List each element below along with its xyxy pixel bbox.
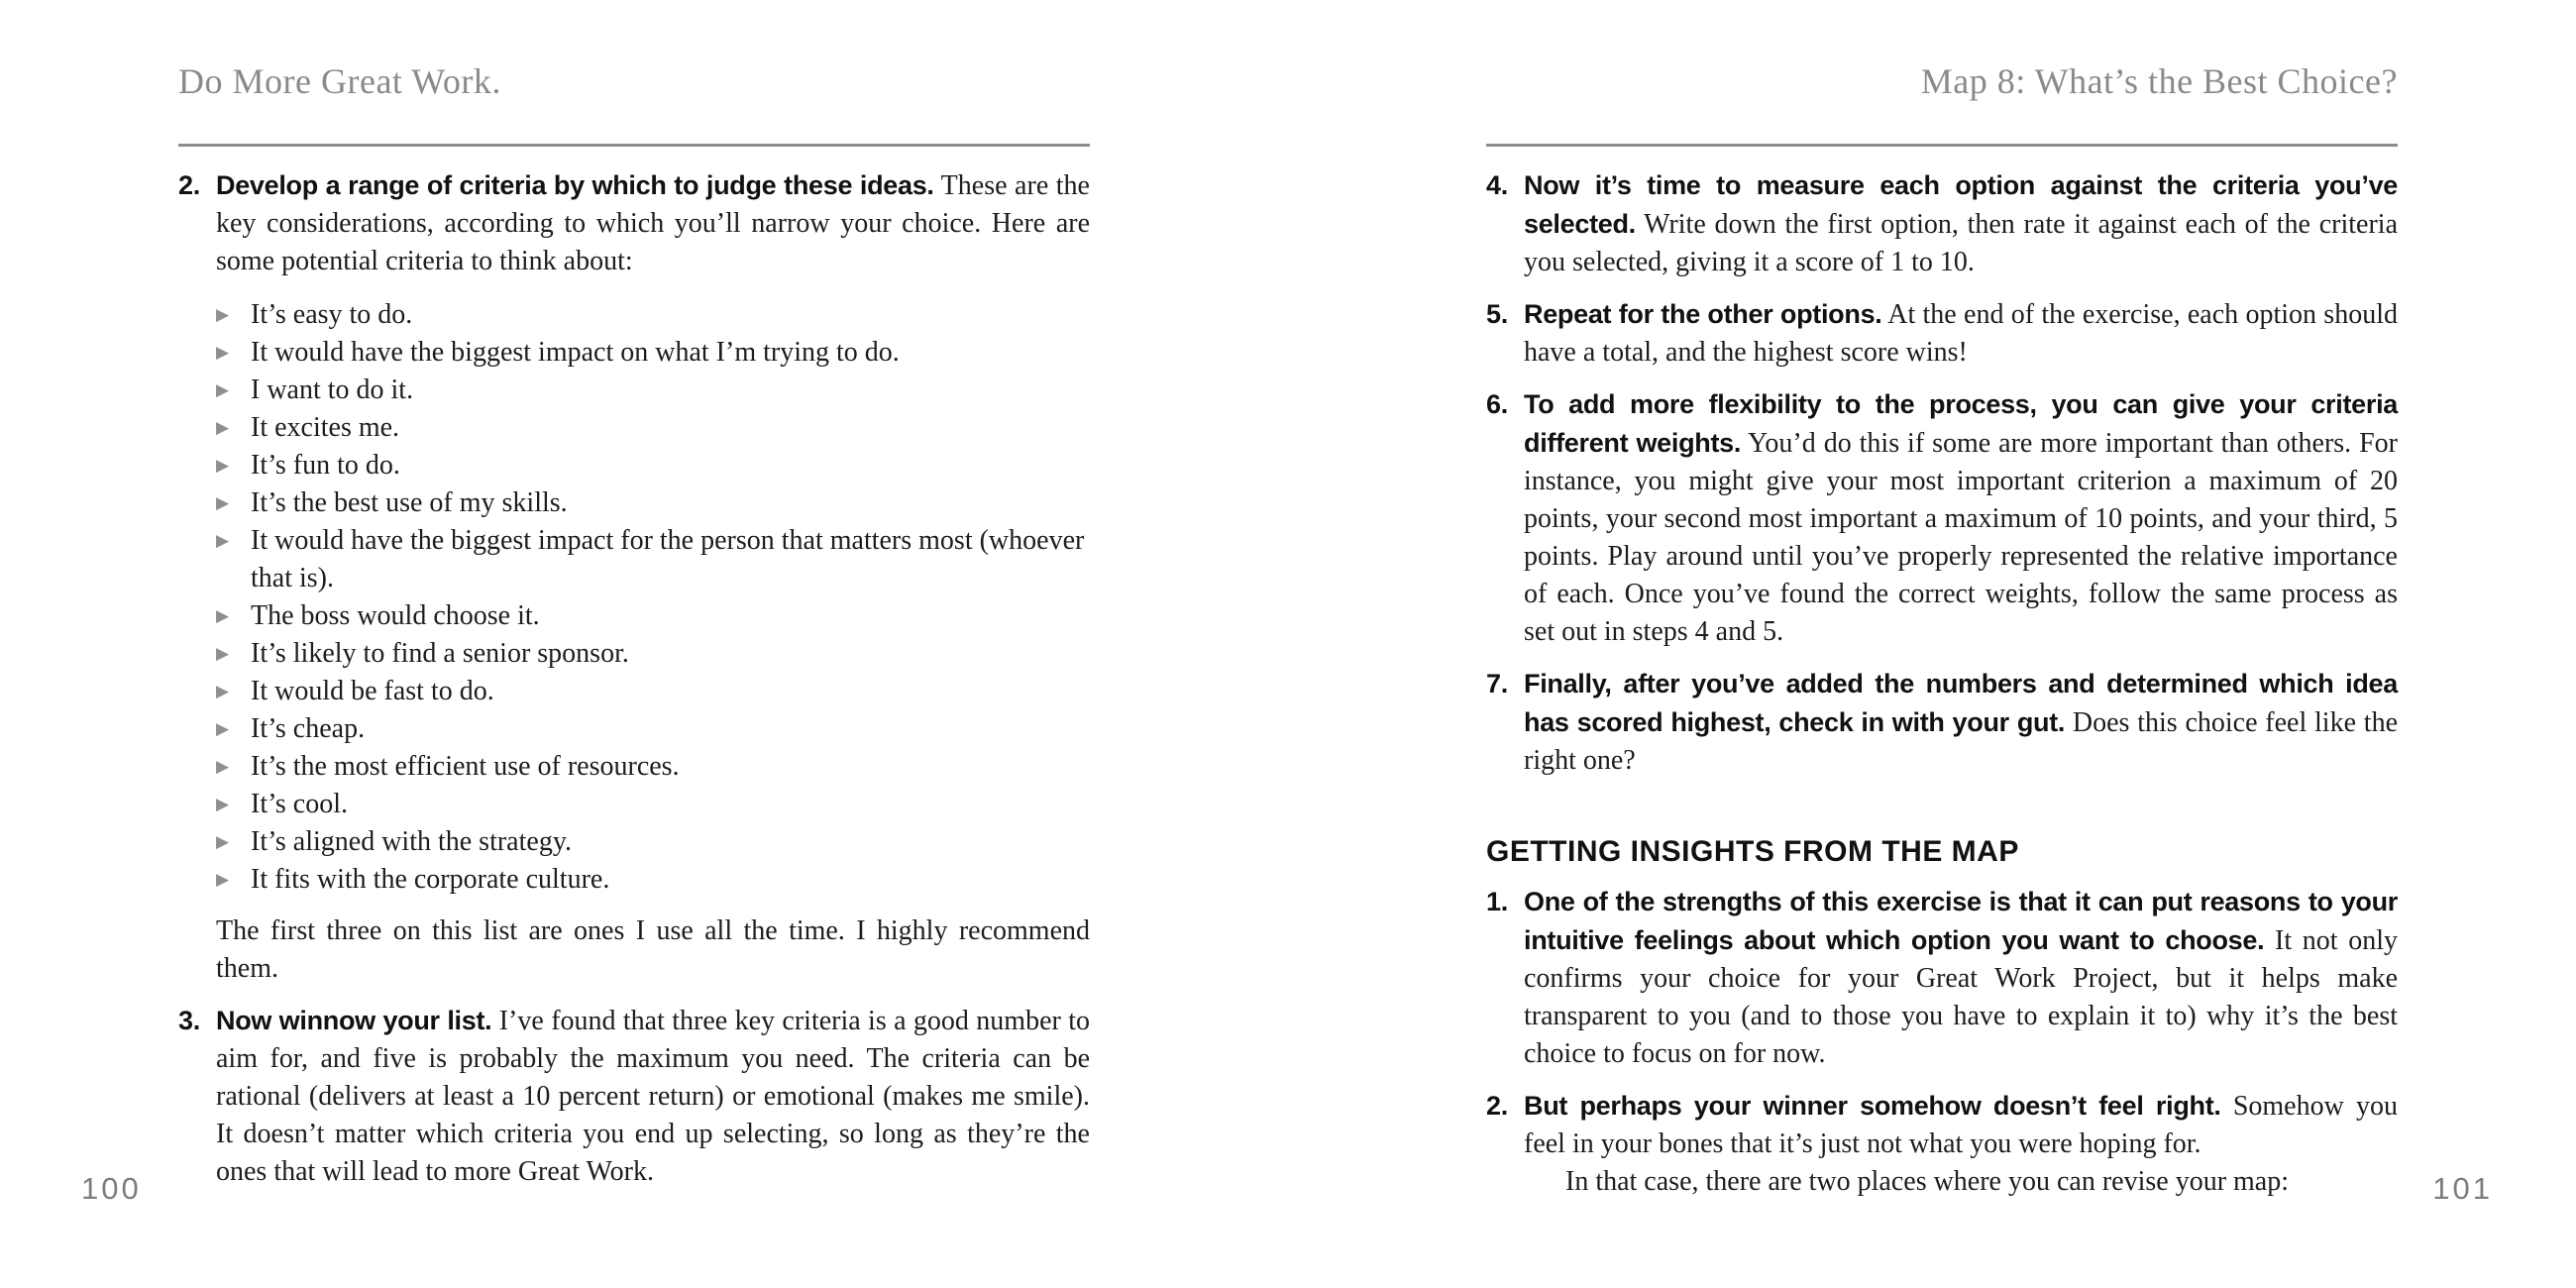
left-page-content [178,166,1090,1205]
numbered-item-6 [1486,385,2398,651]
list-item: ▶ It’s the best use of my skills. [216,484,1090,522]
triangle-bullet-icon: ▶ [216,719,230,739]
closing-paragraph: The first three on this list are ones I use all the time. I highly recommend them. [216,915,1090,984]
item-lead-bold: But perhaps your winner somehow doesn’t feel right. [1524,1091,2221,1121]
triangle-bullet-icon: ▶ [216,832,230,852]
item-extra-paragraph: In that case, there are two places where you can revise your map: [1565,1166,2290,1197]
list-item: ▶ It excites me. [216,409,1090,447]
list-item: ▶ It would be fast to do. [216,673,1090,710]
list-item: ▶ It’s cheap. [216,710,1090,748]
running-head-left: Do More Great Work. [178,61,501,101]
triangle-bullet-icon: ▶ [216,757,230,777]
triangle-bullet-icon: ▶ [216,531,230,551]
triangle-bullet-icon: ▶ [216,418,230,438]
section-heading: GETTING INSIGHTS FROM THE MAP [1486,835,2019,868]
item-body-text: At the end of the exercise, each option should have a total, and the highest score wins! [1524,299,2398,368]
page-number-left: 100 [81,1171,142,1206]
item-text [1524,166,2398,281]
page-number-right: 101 [2432,1171,2493,1206]
item-lead-bold: Now winnow your list. [216,1006,492,1035]
item-lead-bold: Develop a range of criteria by which to judge these ideas. [216,170,934,200]
list-item: ▶ It’s easy to do. [216,296,1090,334]
item-lead-bold: One of the strengths of this exercise is that it can put reasons to your intuitive feelings about which option you want to choose. [1524,887,2398,955]
item-number: 5. [1486,299,1508,329]
item-number: 3. [178,1006,200,1035]
item-text [216,166,1090,280]
item-body-text: These are the key considerations, according to which you’ll narrow your choice. Here are some potential criteria to think about: [216,170,1090,276]
numbered-item-5 [1486,295,2398,372]
item-lead-bold: Now it’s time to measure each option against the criteria you’ve selected. [1524,170,2398,239]
triangle-bullet-icon: ▶ [216,870,230,890]
insight-item-2 [1486,1087,2398,1201]
item-number: 2. [178,170,200,200]
item-text [1524,1087,2398,1201]
item-text [216,1002,1090,1191]
list-item: ▶ It’s likely to find a senior sponsor. [216,635,1090,673]
header-rule-right [1486,144,2398,147]
item-body-text: Somehow you feel in your bones that it’s just not what you were hoping for. [1524,1091,2399,1159]
triangle-bullet-icon: ▶ [216,380,230,400]
item-body-text: You’d do this if some are more important than others. For instance, you might give your most important criterion a maximum of 20 points, your second most important a maximum of 10 points, and your third, 5 points. Play around until you’ve properly represented the relative importance of each. Once you’ve found the correct weights, follow the same process as set out in steps 4 and 5. [1524,428,2399,647]
item-number: 1. [1486,887,1508,916]
item-text [1524,385,2398,651]
item-body-text: I’ve found that three key criteria is a good number to aim for, and five is probably the maximum you need. The criteria can be rational (delivers at least a 10 percent return) or emotional (makes me smile). It doesn’t matter which criteria you end up selecting, so long as they’re the ones that will lead to more Great Work. [216,1006,1090,1187]
list-item: ▶ I want to do it. [216,372,1090,409]
triangle-bullet-icon: ▶ [216,305,230,325]
item-body-text: Does this choice feel like the right one? [1524,707,2398,776]
item-number: 7. [1486,669,1508,698]
list-item: ▶ It’s the most efficient use of resources. [216,748,1090,786]
triangle-bullet-icon: ▶ [216,343,230,363]
item-lead-bold: Repeat for the other options. [1524,299,1882,329]
numbered-item-2 [178,166,1090,280]
list-item: ▶ The boss would choose it. [216,597,1090,635]
triangle-bullet-icon: ▶ [216,795,230,814]
item-text-main [1524,1087,2398,1163]
list-item: ▶ It’s cool. [216,786,1090,823]
numbered-item-7 [1486,665,2398,780]
header-rule-left [178,144,1090,147]
triangle-bullet-icon: ▶ [216,493,230,513]
triangle-bullet-icon: ▶ [216,606,230,626]
triangle-bullet-icon: ▶ [216,682,230,701]
triangle-bullet-icon: ▶ [216,456,230,476]
item-text [1524,295,2398,372]
numbered-item-3 [178,1002,1090,1191]
item-text [1524,665,2398,780]
list-item: ▶ It’s aligned with the strategy. [216,823,1090,861]
item-body-text: Write down the first option, then rate it against each of the criteria you selected, giving it a score of 1 to 10. [1524,209,2398,277]
list-item: ▶ It’s fun to do. [216,447,1090,484]
list-item: ▶ It would have the biggest impact for the person that matters most (whoever that is). [216,522,1090,597]
triangle-bullet-icon: ▶ [216,644,230,664]
list-item: ▶ It would have the biggest impact on what I’m trying to do. [216,334,1090,372]
right-page-content [1486,166,2398,1215]
item-lead-bold: Finally, after you’ve added the numbers and determined which idea has scored highest, check in with your gut. [1524,669,2398,737]
item-number: 4. [1486,170,1508,200]
numbered-item-4 [1486,166,2398,281]
insight-item-1 [1486,883,2398,1073]
item-number: 6. [1486,389,1508,419]
item-body-text: It not only confirms your choice for your Great Work Project, but it helps make transparent to you (and to those you have to explain it to) why it’s the best choice to focus on for now. [1524,925,2399,1069]
list-item: ▶ It fits with the corporate culture. [216,861,1090,899]
item-number: 2. [1486,1091,1508,1121]
item-text [1524,883,2398,1073]
book-page-right [1288,0,2576,1288]
criteria-bullet-list [216,296,1090,899]
running-head-right: Map 8: What’s the Best Choice? [1920,61,2398,101]
item-lead-bold: To add more flexibility to the process, you can give your criteria different weights. [1524,389,2398,458]
